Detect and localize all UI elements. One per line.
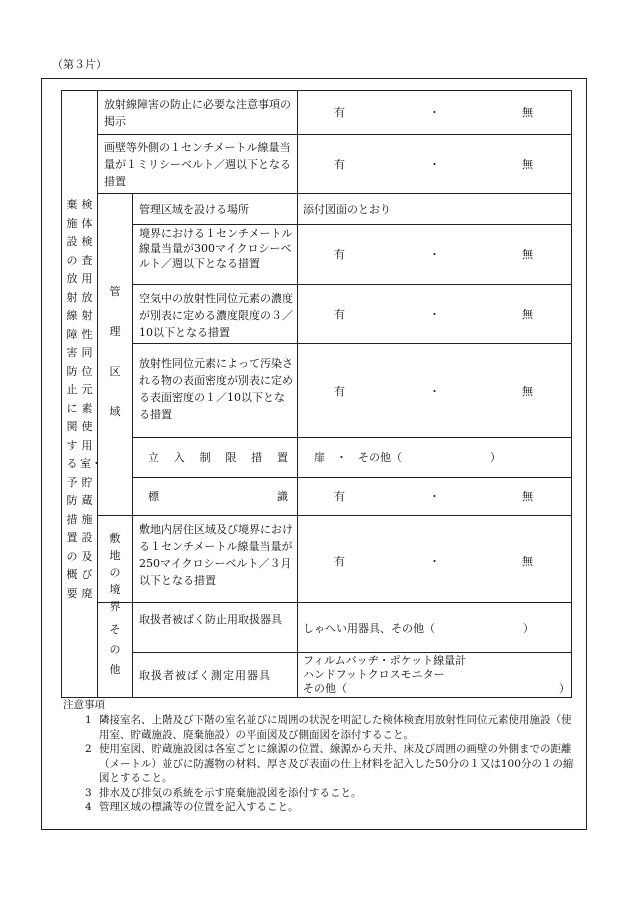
surface-yes: 有 — [334, 385, 345, 398]
note-item — [61, 800, 581, 815]
sign-yes: 有 — [334, 490, 345, 503]
sign-no: 無 — [522, 490, 533, 503]
surface-label: 放射性同位元素によって汚染される物の表面密度が別表に定める表面密度の１／10以下となる措置 — [139, 357, 293, 421]
note-text: 使用室図、貯蔵施設図は各室ごとに線源の位置、線源から天井、床及び周囲の画壁の外側までの距離（メートル）並びに防護物の材料、厚さ及び表面の仕上材料を記入した50分の１又は100分の１の縮図とすること。 — [99, 743, 574, 784]
site-boundary-label: 敷地の境界 — [109, 532, 121, 613]
label-char: 入 — [173, 451, 185, 464]
notice-label: 放射線障害の防止に必要な注意事項の掲示 — [104, 98, 291, 128]
label-char: 措 — [251, 451, 263, 464]
measuring-line-1: フィルムバッヂ・ポケット線量計 — [303, 654, 467, 667]
sign-dot: ・ — [429, 490, 440, 503]
label-char: 置 — [276, 451, 288, 464]
label-char: 識 — [277, 490, 288, 503]
handling-value: しゃへい用器具、その他（ ） — [303, 622, 534, 635]
note-item — [61, 786, 581, 801]
place-label: 管理区域を設ける場所 — [139, 203, 249, 216]
note-number: 2 — [85, 743, 92, 755]
note-number: 3 — [85, 786, 92, 799]
entry-value: 扉 ・ その他（ ） — [314, 451, 501, 464]
site-dot: ・ — [429, 555, 440, 568]
notes-title: 注意事項 — [63, 699, 105, 711]
boundary-label: 境界における１センチメートル線量当量が300マイクロシーベルト／週以下となる措置 — [139, 227, 293, 270]
sign-label — [148, 488, 288, 505]
note-item — [61, 742, 581, 786]
label-char: 制 — [199, 451, 211, 464]
note-number: 4 — [85, 801, 92, 813]
section-title-col1: 棄施設の放射線障害防止に関する予防措置の概要 — [66, 198, 78, 600]
section-title-col2: 検体検査用放射性同位元素使用室・貯蔵施設及び廃 — [80, 198, 102, 600]
site-boundary-text: 敷地内居住区域及び境界における１センチメートル線量当量が250マイクロシーベルト／３月以下となる措置 — [139, 523, 293, 587]
page-label: （第３片） — [52, 58, 107, 71]
site-yes: 有 — [334, 555, 345, 568]
notes-list — [61, 713, 581, 815]
measuring-label: 取扱者被ばく測定用器具 — [139, 669, 271, 682]
other-label: その他 — [109, 623, 121, 676]
handling-label: 取扱者被ばく防止用取扱器具 — [139, 613, 282, 626]
entry-label — [148, 449, 288, 466]
notice-dot: ・ — [429, 106, 440, 119]
measuring-line-2: ハンドフットクロスモニター — [303, 668, 445, 681]
boundary-dot: ・ — [429, 248, 440, 261]
boundary-no: 無 — [522, 248, 533, 261]
place-value: 添付図面のとおり — [303, 203, 391, 216]
note-number: 1 — [85, 714, 92, 726]
surface-no: 無 — [522, 385, 533, 398]
wall-yes: 有 — [334, 158, 345, 171]
note-text: 管理区域の標識等の位置を記入すること。 — [99, 801, 299, 813]
site-no: 無 — [522, 555, 533, 568]
wall-dot: ・ — [429, 158, 440, 171]
wall-no: 無 — [522, 158, 533, 171]
controlled-area-label: 管理区域 — [109, 285, 121, 418]
label-char: 立 — [148, 451, 159, 464]
label-char: 標 — [148, 490, 159, 503]
label-char: 限 — [225, 451, 237, 464]
note-item — [61, 713, 581, 742]
surface-dot: ・ — [429, 385, 440, 398]
boundary-yes: 有 — [334, 248, 345, 261]
air-label: 空気中の放射性同位元素の濃度が別表に定める濃度限度の３／10以下となる措置 — [139, 292, 293, 339]
note-text: 隣接室名、上階及び下階の室名並びに周囲の状況を明記した検体検査用放射性同位元素使用施設（使用室、貯蔵施設、廃棄施設）の平面図及び側面図を添付すること。 — [99, 714, 572, 741]
air-dot: ・ — [429, 308, 440, 321]
notice-no: 無 — [522, 106, 533, 119]
notice-yes: 有 — [334, 106, 345, 119]
note-text: 排水及び排気の系統を示す廃棄施設図を添付すること。 — [99, 786, 362, 799]
wall-label: 画壁等外側の１センチメートル線量当量が１ミリシーベルト／週以下となる措置 — [104, 141, 291, 188]
air-no: 無 — [522, 308, 533, 321]
air-yes: 有 — [334, 308, 345, 321]
measuring-line-3: その他（ — [303, 682, 347, 695]
measuring-close: ） — [559, 682, 570, 695]
